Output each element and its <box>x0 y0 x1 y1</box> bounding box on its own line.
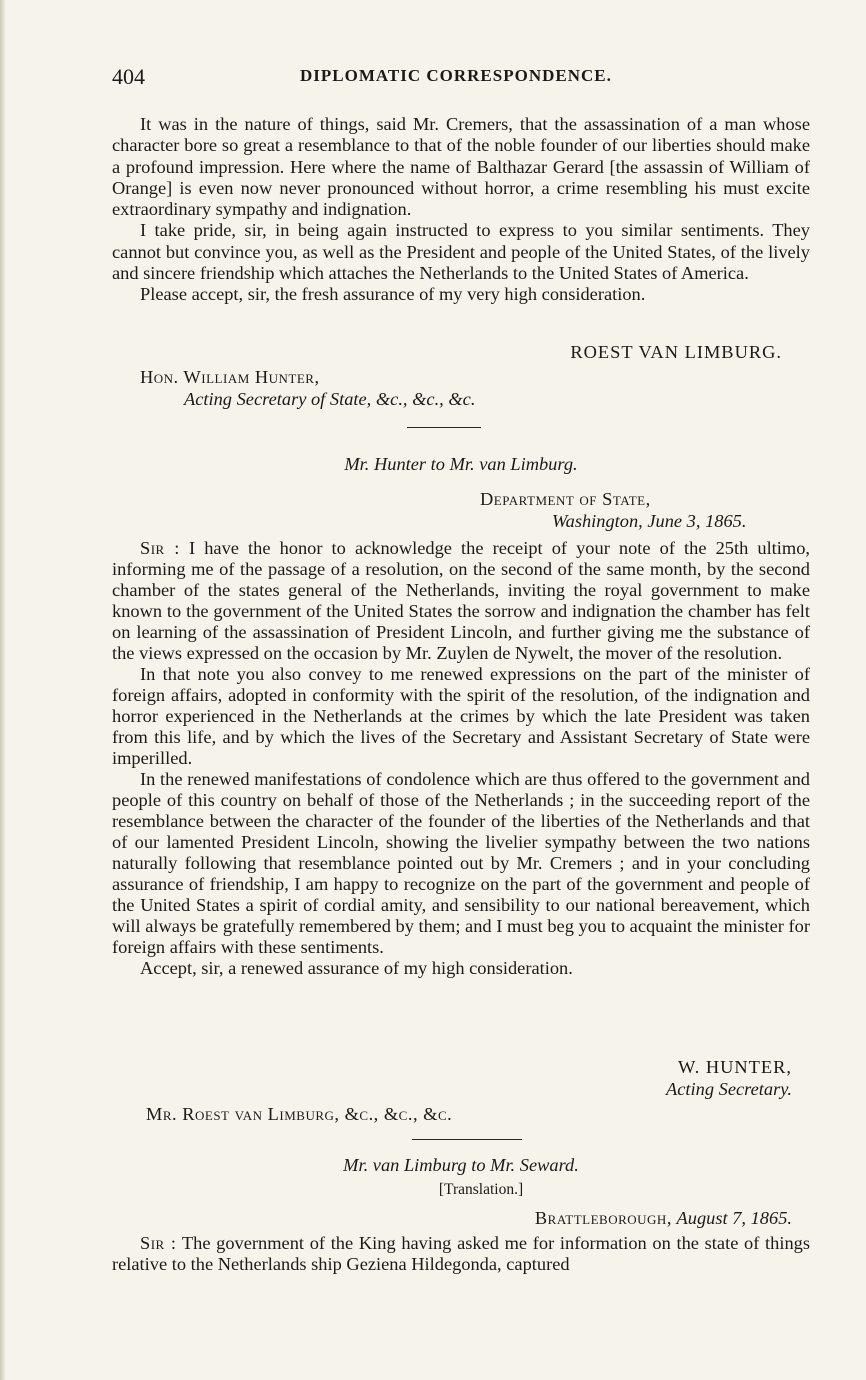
letter3-heading: Mr. van Limburg to Mr. Seward. <box>343 1155 579 1175</box>
letter3-dateline-line <box>112 1207 792 1229</box>
letter2-paragraph-1 <box>112 538 810 664</box>
letter2-heading: Mr. Hunter to Mr. van Limburg. <box>344 454 578 474</box>
letter1-paragraph-1: It was in the nature of things, said Mr. Cremers, that the assassination of a man whose character bore so great a resemblance to that of the noble founder of our liberties should make a profound impression. Here where the name of Balthazar Gerard [the assassin of William of Orange] is even now never pronounced without horror, a crime resembling his must excite extraordinary sympathy and indignation. <box>112 114 810 220</box>
letter3-translation-note: [Translation.] <box>438 1181 524 1198</box>
letter2-paragraph-4: Accept, sir, a renewed assurance of my high consideration. <box>140 958 573 978</box>
letter1-paragraph-2: I take pride, sir, in being again instructed to express to you similar sentiments. They cannot but convince you, as well as the President and people of the United States, of the lively and sincere friendship which attaches the Netherlands to the United States of America. <box>112 220 810 284</box>
letter2-signature-title: Acting Secretary. <box>666 1079 792 1099</box>
letter3-paragraph-1-text: The government of the King having asked me for information on the state of things relative to the Netherlands ship Geziena Hildegonda, captured <box>112 1233 811 1274</box>
page-edge-shadow <box>0 0 6 1380</box>
letter1-signature-block <box>112 341 782 363</box>
letter1-addressee-title: Acting Secretary of State, &c., &c., &c. <box>184 389 476 409</box>
letter3-salutation: Sir : <box>140 1233 177 1253</box>
letter2-paragraph-1-text: I have the honor to acknowledge the receipt of your note of the 25th ultimo, informing me of the passage of a resolution, on the second of the same month, by the second chamber of the states general of the Netherlands, inviting the royal government to make known to the government of the United States the sorrow and indignation the chamber has felt on learning of the assassination of President Lincoln, and further giving me the substance of the views expressed on the occasion by Mr. Zuylen de Nywelt, the mover of the resolution. <box>112 538 810 663</box>
letter2-signature: W. HUNTER, <box>677 1057 792 1077</box>
letter1-addressee <box>140 366 838 410</box>
letter2-place: Department of State, <box>480 489 651 509</box>
letter3-paragraph-1 <box>112 1233 810 1275</box>
letter3-body <box>112 1233 810 1275</box>
letter1-paragraph-3: Please accept, sir, the fresh assurance of my very high consideration. <box>140 284 646 305</box>
letter2-paragraph-2: In that note you also convey to me renewed expressions on the part of the minister of foreign affairs, adopted in conformity with the spirit of the resolution, of the indignation and horror experienced in the Netherlands at the crimes by which the late President was taken from this life, and by which the lives of the Secretary and Assistant Secretary of State were imperilled. <box>112 664 810 768</box>
letter2-addressee-block <box>146 1103 844 1125</box>
letter1-body <box>112 114 810 306</box>
letter1-addressee-name: Hon. William Hunter, <box>140 367 320 387</box>
letter3-date: August 7, 1865. <box>676 1208 792 1228</box>
letter3-heading-block <box>112 1154 810 1201</box>
letter2-signature-block <box>112 1056 792 1100</box>
letter3-place: Brattleborough, <box>534 1208 672 1228</box>
letter2-heading-block <box>112 453 810 475</box>
letter2-body <box>112 538 810 979</box>
running-title: DIPLOMATIC CORRESPONDENCE. <box>300 66 612 85</box>
letter3-dateline <box>112 1207 792 1229</box>
letter1-signature: ROEST VAN LIMBURG. <box>570 342 782 362</box>
page-header <box>112 64 812 88</box>
letter2-date: Washington, June 3, 1865. <box>552 511 747 531</box>
letter2-addressee: Mr. Roest van Limburg, &c., &c., &c. <box>146 1104 453 1124</box>
section-divider-2 <box>412 1139 522 1140</box>
section-divider-1 <box>407 427 481 428</box>
letter2-paragraph-3: In the renewed manifestations of condolence which are thus offered to the government and people of this country on behalf of those of the Netherlands ; in the succeeding report of the resemblance between the character of the founder of the liberties of the Netherlands and that of our lamented President Lincoln, showing the livelier sympathy between the two nations naturally following that resemblance pointed out by Mr. Cremers ; and in your concluding assurance of friendship, I am happy to recognize on the part of the government and people of the United States a spirit of cordial amity, and sensibility to our national bereavement, which will always be gratefully remembered by them; and I must beg you to acquaint the minister for foreign affairs with these sentiments. <box>112 769 810 957</box>
letter2-salutation: Sir : <box>140 538 180 558</box>
page-number: 404 <box>112 64 145 89</box>
letter2-dateline <box>480 488 800 532</box>
